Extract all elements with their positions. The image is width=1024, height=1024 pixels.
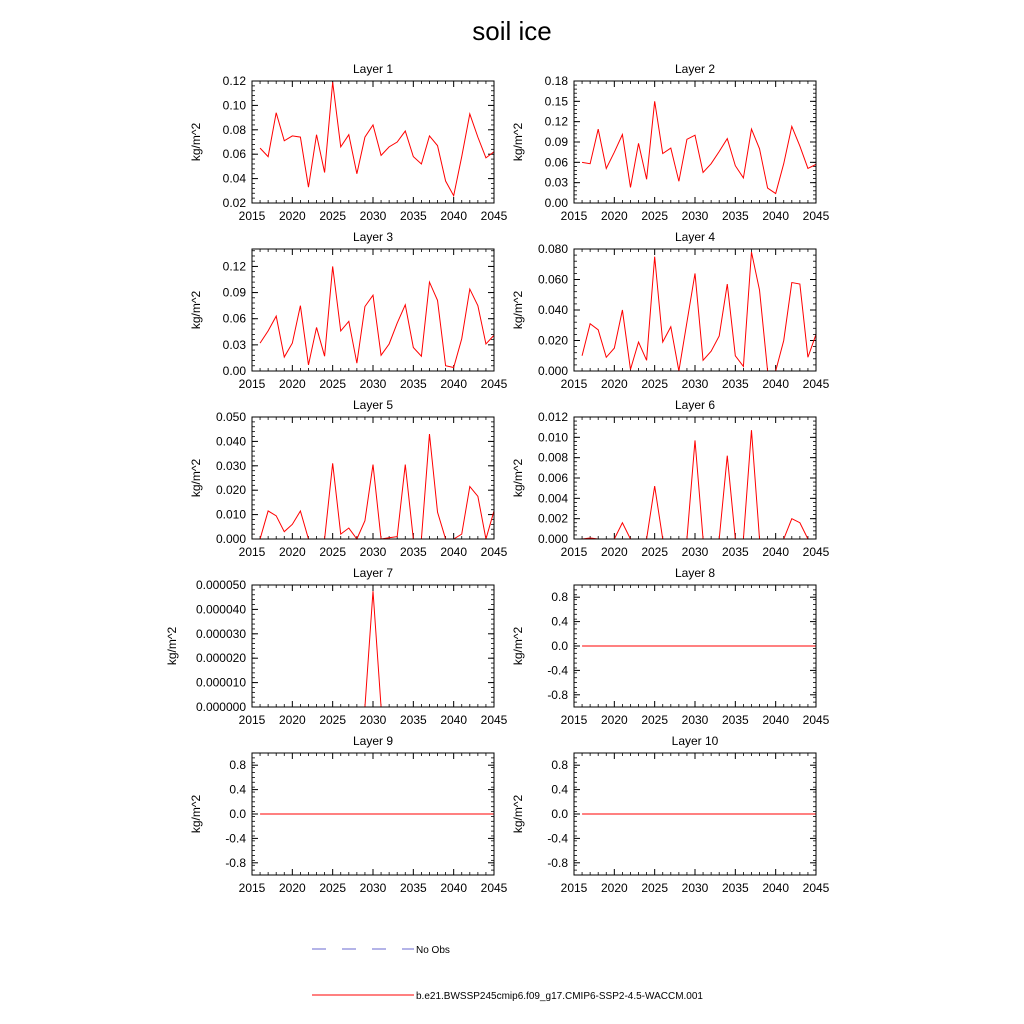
y-tick-label: 0.000030 — [195, 626, 246, 641]
y-tick-label: -0.4 — [225, 831, 246, 846]
panel-layer-2 — [511, 62, 830, 223]
x-tick-label: 2025 — [641, 881, 669, 895]
y-axis-label: kg/m^2 — [511, 122, 525, 162]
y-tick-label: 0.020 — [537, 333, 568, 348]
y-tick-label: -0.8 — [225, 855, 246, 870]
x-tick-label: 2040 — [440, 209, 468, 223]
x-tick-label: 2025 — [319, 209, 347, 223]
x-tick-label: 2035 — [399, 209, 427, 223]
panel-layer-1 — [189, 62, 508, 223]
panel-layer-10 — [511, 734, 830, 895]
x-tick-label: 2045 — [480, 545, 508, 559]
x-tick-label: 2020 — [278, 545, 306, 559]
plot-frame — [574, 417, 816, 539]
series-line — [582, 430, 816, 539]
y-axis-label: kg/m^2 — [189, 794, 203, 834]
x-tick-label: 2040 — [762, 881, 790, 895]
plot-frame — [252, 417, 494, 539]
y-tick-label: 0.012 — [537, 410, 568, 424]
y-tick-label: 0.4 — [229, 782, 246, 797]
x-tick-label: 2025 — [641, 713, 669, 727]
y-tick-label: 0.00 — [544, 196, 568, 210]
y-tick-label: 0.03 — [222, 337, 246, 352]
panel-layer-3 — [189, 230, 508, 391]
panel-title: Layer 9 — [352, 734, 394, 748]
y-tick-label: 0.010 — [215, 507, 246, 522]
x-tick-label: 2020 — [600, 881, 628, 895]
x-tick-label: 2025 — [641, 209, 669, 223]
y-tick-label: 0.04 — [222, 171, 246, 186]
x-tick-label: 2015 — [560, 377, 588, 391]
panel-title: Layer 3 — [352, 230, 394, 244]
x-tick-label: 2025 — [641, 545, 669, 559]
y-tick-label: 0.12 — [544, 114, 568, 129]
series-line — [582, 252, 816, 371]
y-tick-label: 0.000 — [537, 532, 568, 546]
series-line — [260, 266, 494, 367]
y-tick-label: 0.030 — [215, 458, 246, 473]
x-tick-label: 2030 — [359, 377, 387, 391]
y-axis-label: kg/m^2 — [189, 458, 203, 498]
x-tick-label: 2025 — [319, 377, 347, 391]
x-tick-label: 2020 — [600, 377, 628, 391]
x-tick-label: 2030 — [359, 209, 387, 223]
y-tick-label: 0.09 — [544, 135, 568, 149]
legend-label-no-obs: No Obs — [416, 945, 450, 956]
series-line — [260, 82, 494, 195]
y-tick-label: 0.06 — [544, 155, 568, 170]
y-tick-label: 0.10 — [222, 98, 246, 113]
y-tick-label: 0.000020 — [195, 651, 246, 666]
y-tick-label: 0.000 — [215, 532, 246, 546]
y-tick-label: 0.4 — [551, 782, 568, 797]
x-tick-label: 2025 — [641, 377, 669, 391]
panel-title: Layer 5 — [352, 398, 394, 412]
x-tick-label: 2040 — [762, 209, 790, 223]
y-tick-label: 0.000040 — [195, 602, 246, 617]
x-tick-label: 2020 — [278, 881, 306, 895]
y-axis-label: kg/m^2 — [511, 458, 525, 498]
y-tick-label: 0.06 — [222, 311, 246, 326]
plot-frame — [252, 585, 494, 707]
x-tick-label: 2015 — [560, 209, 588, 223]
x-tick-label: 2025 — [319, 545, 347, 559]
x-tick-label: 2015 — [238, 713, 266, 727]
y-tick-label: 0.8 — [229, 758, 246, 773]
y-tick-label: -0.8 — [547, 855, 568, 870]
x-tick-label: 2035 — [721, 377, 749, 391]
x-tick-label: 2015 — [238, 881, 266, 895]
series-line — [260, 434, 494, 539]
y-tick-label: -0.4 — [547, 663, 568, 678]
y-tick-label: 0.006 — [537, 471, 568, 485]
y-axis-label: kg/m^2 — [165, 626, 179, 666]
x-tick-label: 2030 — [681, 881, 709, 895]
x-tick-label: 2045 — [802, 713, 830, 727]
x-tick-label: 2045 — [802, 545, 830, 559]
x-tick-label: 2045 — [802, 209, 830, 223]
series-line — [260, 591, 494, 707]
panel-layer-7 — [165, 566, 508, 727]
y-axis-label: kg/m^2 — [511, 794, 525, 834]
x-tick-label: 2015 — [560, 545, 588, 559]
y-tick-label: 0.000 — [537, 364, 568, 378]
x-tick-label: 2030 — [359, 713, 387, 727]
y-tick-label: 0.0 — [551, 807, 568, 821]
legend-item-no-obs — [312, 945, 450, 956]
y-tick-label: 0.06 — [222, 147, 246, 162]
x-tick-label: 2030 — [681, 377, 709, 391]
y-axis-label: kg/m^2 — [189, 122, 203, 162]
y-axis-label: kg/m^2 — [511, 290, 525, 330]
y-tick-label: -0.8 — [547, 687, 568, 702]
series-line — [582, 101, 816, 193]
plot-frame — [574, 81, 816, 203]
y-tick-label: 0.080 — [537, 242, 568, 256]
x-tick-label: 2040 — [762, 377, 790, 391]
panel-layer-4 — [511, 230, 830, 391]
y-tick-label: 0.000000 — [195, 700, 246, 714]
x-tick-label: 2020 — [600, 209, 628, 223]
y-tick-label: 0.0 — [229, 807, 246, 821]
x-tick-label: 2015 — [238, 545, 266, 559]
x-tick-label: 2045 — [802, 377, 830, 391]
x-tick-label: 2015 — [560, 713, 588, 727]
y-tick-label: 0.08 — [222, 122, 246, 137]
panel-layer-6 — [511, 398, 830, 559]
x-tick-label: 2040 — [440, 545, 468, 559]
y-tick-label: 0.004 — [537, 491, 568, 506]
y-tick-label: -0.4 — [547, 831, 568, 846]
y-tick-label: 0.09 — [222, 285, 246, 300]
y-tick-label: 0.000010 — [195, 675, 246, 690]
x-tick-label: 2030 — [359, 881, 387, 895]
x-tick-label: 2035 — [721, 209, 749, 223]
plot-frame — [252, 81, 494, 203]
panel-layer-8 — [511, 566, 830, 727]
x-tick-label: 2035 — [399, 545, 427, 559]
x-tick-label: 2045 — [480, 209, 508, 223]
panel-title: Layer 4 — [674, 230, 716, 244]
x-tick-label: 2035 — [721, 713, 749, 727]
x-tick-label: 2020 — [600, 545, 628, 559]
y-tick-label: 0.060 — [537, 272, 568, 287]
x-tick-label: 2035 — [721, 881, 749, 895]
x-tick-label: 2045 — [480, 881, 508, 895]
x-tick-label: 2030 — [681, 713, 709, 727]
x-tick-label: 2015 — [238, 209, 266, 223]
x-tick-label: 2040 — [440, 713, 468, 727]
legend-item-model — [312, 991, 703, 1002]
x-tick-label: 2040 — [440, 881, 468, 895]
legend-label-model: b.e21.BWSSP245cmip6.f09_g17.CMIP6-SSP2-4.5-WACCM.001 — [416, 991, 703, 1002]
x-tick-label: 2040 — [762, 545, 790, 559]
y-tick-label: 0.0 — [551, 639, 568, 653]
y-axis-label: kg/m^2 — [511, 626, 525, 666]
x-tick-label: 2025 — [319, 881, 347, 895]
x-tick-label: 2020 — [278, 377, 306, 391]
x-tick-label: 2040 — [440, 377, 468, 391]
x-tick-label: 2035 — [399, 377, 427, 391]
y-tick-label: 0.02 — [222, 196, 246, 210]
panel-layer-9 — [189, 734, 508, 895]
panel-title: Layer 10 — [671, 734, 719, 748]
y-tick-label: 0.4 — [551, 614, 568, 629]
y-tick-label: 0.008 — [537, 450, 568, 465]
panel-title: Layer 1 — [352, 62, 394, 76]
y-tick-label: 0.050 — [215, 410, 246, 424]
panel-title: Layer 6 — [674, 398, 716, 412]
y-tick-label: 0.00 — [222, 364, 246, 378]
x-tick-label: 2025 — [319, 713, 347, 727]
y-tick-label: 0.020 — [215, 483, 246, 498]
y-tick-label: 0.18 — [544, 74, 568, 88]
y-tick-label: 0.040 — [537, 303, 568, 317]
y-tick-label: 0.8 — [551, 758, 568, 773]
x-tick-label: 2045 — [480, 713, 508, 727]
y-tick-label: 0.12 — [222, 74, 246, 88]
x-tick-label: 2035 — [721, 545, 749, 559]
y-tick-label: 0.12 — [222, 259, 246, 274]
y-tick-label: 0.8 — [551, 590, 568, 605]
figure-title: soil ice — [472, 16, 552, 46]
x-tick-label: 2045 — [480, 377, 508, 391]
x-tick-label: 2020 — [278, 713, 306, 727]
x-tick-label: 2030 — [681, 545, 709, 559]
x-tick-label: 2035 — [399, 713, 427, 727]
panel-title: Layer 2 — [674, 62, 716, 76]
x-tick-label: 2015 — [560, 881, 588, 895]
x-tick-label: 2015 — [238, 377, 266, 391]
y-tick-label: 0.040 — [215, 434, 246, 449]
panel-layer-5 — [189, 398, 508, 559]
x-tick-label: 2020 — [600, 713, 628, 727]
x-tick-label: 2045 — [802, 881, 830, 895]
x-tick-label: 2030 — [681, 209, 709, 223]
x-tick-label: 2035 — [399, 881, 427, 895]
panel-title: Layer 8 — [674, 566, 716, 580]
y-tick-label: 0.000050 — [195, 578, 246, 592]
panel-title: Layer 7 — [352, 566, 394, 580]
y-tick-label: 0.03 — [544, 175, 568, 190]
legend — [312, 945, 703, 1002]
panels — [165, 62, 830, 895]
y-tick-label: 0.010 — [537, 430, 568, 445]
x-tick-label: 2020 — [278, 209, 306, 223]
x-tick-label: 2040 — [762, 713, 790, 727]
y-tick-label: 0.002 — [537, 511, 568, 526]
x-tick-label: 2030 — [359, 545, 387, 559]
y-tick-label: 0.15 — [544, 94, 568, 109]
y-axis-label: kg/m^2 — [189, 290, 203, 330]
